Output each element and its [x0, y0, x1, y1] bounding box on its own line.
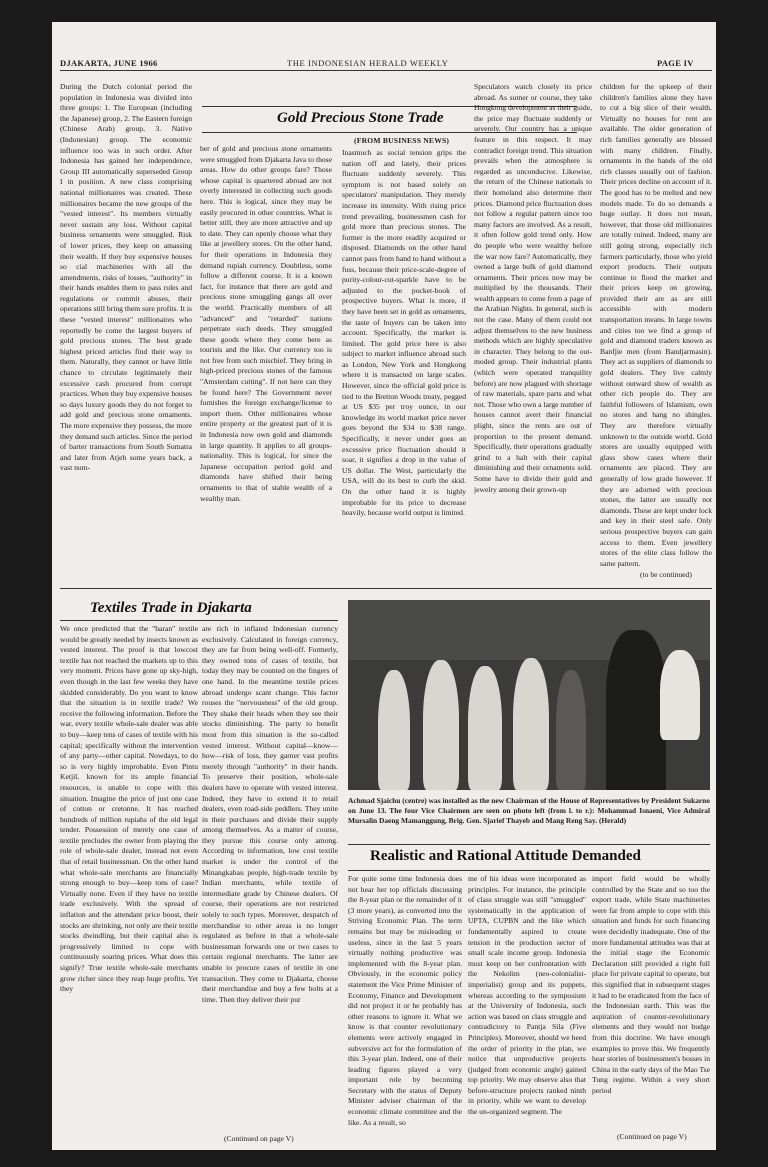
masthead-rule: [60, 70, 712, 71]
textiles-headline: Textiles Trade in Djakarta: [90, 600, 252, 616]
gold-continued-note: (to be continued): [640, 570, 692, 579]
realistic-column-1: For quite some time Indonesia does not hear her top officials discussing the 8-year plan or the remainder of it (3 more years), as converted into the Striving Economic Plan. The term remains but may be misleading or useless, since in the last 5 years virtually nothing productive was implemented with the 8-year plan. Obviously, in the economic policy statement the Vice Prime Minister of Economy, Finance and Development did not project it or he probably has other reasons to ignore it. What we know is that counter revolutionary elements were actively engaged in subversive act for the formulation of this 3-year plan. Indeed, one of their leading figures played a very important role by becoming Secretary with the status of Deputy Minister adviser chairman of the economic climate committee and the like. As a result, so: [348, 874, 462, 1127]
realistic-headline-rule: [348, 870, 710, 871]
gold-article-column-1: During the Dutch colonial period the population in Indonesia was divided into three groups: 1. The European (including the Japanese) group, 2. The Eastern foreign (Chinese Arab) group, 3. Native (Indonesian) group. The economic influence too was in such order. After Indonesia has gained her independence, Group III automatically superseded Group I in position. A new class comprising national millionaires was created. These millionaires became the new groups of the "vested interest". Its members virtually never sustain any loss. Without capital business ornaments were smuggled. Risk of lower prices, they keep on amassing their wealth. If they buy expensive houses so cial machineries with all the amendments, risks of losses, "authority" in their hands enables them to pass rules and regulations or commit abuses, their operations still bring them sure profits. It is these "vested interest" millionaires who reportedly be come the largest buyers of gold precious stones. The best grade highest priced articles find their way to them. Naturally, they cannot or have little chance to circulate legitimately their excessive cash procured from corrupt practices. When they buy expensive houses so days luxury goods they do not forget to add gold and precious stone ornaments. The more expensive they possess, the more they demand such articles. Since the period of barter transactions from South Sumatra and later from Atjeh some years back, a vast num-: [60, 82, 192, 473]
realistic-continued-note: (Continued on page V): [617, 1132, 687, 1141]
gold-article-column-3: Inasmuch as social tension grips the nation off and lately, their prices fluctuate suddenly severely. This symptom is not based solely on speculators' manipulation. They merely increase its intensity. With rising price trend prevailing, businessmen cash for gold more than precious stones. The former is the more readily acquired or disposed. Diamonds on the other hand cannot pass from hand to hand without a fuss, because their price-scale-degree of purity-colour-cut-sparkle have to be adjusted to the pocket-book of prospective buyers. What is more, if they have been set in gold as ornaments, the taste of buyers can be taken into account. Specifically, the market is limited. The gold price here is also subject to market influence abroad such as London, New York and Hongkong where it is transacted on large scales. However, since the official gold price is tied to the Bretton Woods treaty, pegged at US $35 per troy ounce, in our knowledge its world market price never goes beyond the $34 to $38 range. Specifically, it never under goes an excessive price fluctuation should it soar, it signifies a drop in the value of US dollar. The West, particularly the USA, will do its best to curb the skid. On the other hand it is highly improbable for its price to decrease heavily, because world output is limited.: [342, 148, 466, 518]
realistic-headline: Realistic and Rational Attitude Demanded: [370, 848, 641, 864]
page-number: PAGE IV: [657, 58, 694, 68]
news-photo: [348, 600, 710, 790]
masthead-date: DJAKARTA, JUNE 1966: [60, 58, 158, 68]
realistic-column-3: import field would be wholly controlled by the State and so too the export trade, while State machineries were far from ample to cope with this situation and funds for such financing were decidedly inadequate. One of the more fundamental attitudes was that at the initial stage the Economic Declaration still provided a right full place for private capital to operate, but this signified that in subsequent stages it had to be eradicated from the face of the Indonesian earth. This was the aspiration of counter-revolutionary elements and they would not budge from this doctrine. We have enough examples to prove this. We frequently hear stories of businessmen's bosses in China in the early days of the Mao Tse Tung regime. Within a very short period: [592, 874, 710, 1095]
photo-figure: [606, 630, 666, 790]
newspaper-page: [52, 22, 716, 1150]
textiles-headline-rule: [60, 620, 338, 621]
textiles-continued-note: (Continued on page V): [224, 1134, 294, 1143]
gold-article-column-4: Speculators watch closely its price abroad. As sumer or course, they take Hongkong development as their guide, the price may fluctuate suddenly or severely. Our country has a unique feature in this respect. It may contradict foreign trend. This situation prevails when the atmosphere is regarded as unconducive. Likewise, the return of the Chinese nationals to their homeland also determine their prices. Diamond price fluctuation does not follow a regular pattern since too many factors are involved. As a result, it often follow gold trend only. How do people who were wealthy before the war now fare? Automatically, they owned a large bulk of gold diamond ornaments. Their prices now may be multiplied by the thousands. Their wealth appears to come from a page of the Arabian Nights. In general, such is not the case. Many of them could not adjust themselves to the new business methods which are highly speculative in character. They belong to the out-moded group. Their industrial plants (which were operated tranquility before) are now plagued with shortage of raw materials, spare parts and what not. Those who own a large number of houses cannot avert their financial plight, since the rents are out of proportion to the present demand. Specifically, their operations gradually grind to a halt with their capital diminishing and their ornaments sold. Some have to divide their gold and jewelry among their grown-up: [474, 82, 592, 494]
realistic-column-2: me of his ideas were incorporated as principles. For instance, the principle of class struggle was still "smuggled" systematically in the application of UPTA, CUPBN and the like which fundamentally aspired to create tension in the production sector of small scale income group. Indonesia must keep on her confrontation with the Nekolim (neo-colonialist-imperialist) group and its puppets, whereas according to the symposium at the University of Indonesia, such action was based on class struggle and contradictory to Pantja Sila (Five Principles). Moreover, should we heed the order of priority in the plan, we notice that unproductive projects (judged from economic angle) gained top priority. We may observe also that before-structure projects ranked ninth in priority, while we want to develop the un-organized segment. The: [468, 874, 586, 1117]
gold-article-column-5: children for the upkeep of their children's families alone they have to cut a big slice of their wealth. Virtually no houses for rent are available. The older generation of rich families generally are blessed with many children. Finally, ornaments in the hands of the old rich classes usually out of fashion. Their prices decline on account of it. The good has to be melted and new models made. To do so demands a huge outlay. It does not mean, however, that those old millionaires are totally ruined. Indeed, many are still going strong, especially rich farmers particularly, those who yield export products. Their outputs continue to flood the market and their prices keep on growing, provided their are as are still accessible with modern transportation means. In large towns and cities too we find a group of gold and diamond traders known as Banfjie men (from Bandjarmasin). They act as suppliers of diamonds to gold dealers. They live calmly without outward show of wealth as other rich people do. They are faithful followers of Islamism, own no stores and hang no shingles. They are therefore virtually unknown to the outside world. Gold stores are usually equipped with glass show cases where their ornaments are placed. They are generally of low grade however. If they are adorned with precious stones, the latter are usually not diamonds. These are kept under lock and key in their steel safe. Only serious prospective buyers can gain access to them. Even jewellery stores of the elite class follow the same pattern.: [600, 82, 712, 568]
caption-rule: [348, 844, 710, 845]
photo-figure: [513, 658, 549, 790]
photo-figure: [556, 670, 586, 790]
photo-figure: [378, 670, 410, 790]
gold-byline: (FROM BUSINESS NEWS): [354, 136, 450, 145]
textiles-column-2: are rich in inflated Indonesian currency exclusively. Calculated in foreign currency, they are far from being well-off. Formerly, they owned tons of cases of textile, but today they may be counted on the fingers of one hand. In the meantime textile prices abroad undergo scant change. This factor rouses the "nervousness" of the old group. They shake their heads when they see their stocks diminishing. The party to benefit most from this situation is the so-called vested interest. Without capital—know—how—risk of loss, they garner vast profits merely through "authority" in their hands. To preserve their position, whole-sale dealers have to operate with vested interest. Indeed, they have to extend it to retail dealers, even road-side peddlers. They unite in their purchases and divide their supply among themselves. As a matter of course, they pursue this course only among. According to information, low cost textile market is under the control of the Minangkabau people, high-trade textile by Indian merchants, while textile of intermediate grade by Chinese dealers. Of course, their operations are not restricted solely to such types. Moreover, despatch of merchandise to other areas is no longer regulated as before in that a whole-sale businessman forwards one or two cases to certain regional merchants. The latter are unable to procure cases of textile in one transaction. They come to Djakarta, choose their merchandise and buy a few bolts at a time. Then they deliver their pur: [202, 624, 338, 1004]
photo-figure: [423, 660, 459, 790]
photo-caption: Achmad Sjaichu (centre) was installed as the new Chairman of the House of Representatives by President Sukarno on June 13. The four Vice Chairmen are seen on photo left (from l. to r.): Mohammad Isnaeni, Vice Admiral Mursalin Daeng Mamanggung, Brig. Gen. Sjarief Thayeb and Mang Reng Say. (Herald): [348, 796, 710, 826]
gold-headline: Gold Precious Stone Trade: [277, 110, 444, 126]
textiles-column-1: We once predicted that the "baran" textile would be greatly needed by insects known as vested interest. The proof is that lowcost textile has not reached the markets up to this very moment. Prices have gone up sky-high, even though in the last few weeks they have skidded considerably. Do you want to know that the situation is in textile trade? We receive the following information. Before the war, every textile whole-sale dealer was able to buy—keep tens of cases of textile with his capital; specifically without the intervention of any party—other capital. Nowdays, to do so is very highly improbable. Even Pintu Ketjil, known for its ample financial resources, is unable to cope with this situation. Imagine the price of just one case of cotton or cretonne. It has reached hundreds of million rupiahs of the old legal tender. Possession of merely one case of textile precludes the owner from playing the role of whole-sale dealer, instead not even that of retail businessman. On the other hand what whole-sale merchants are financially strong enough to buy—keep tons of case? Virtually none. Even if they have no textile trade exclusively. With the spread of inflation and the attendant price boost, their stocks are shrinking, not only are their textile stocks dwindling, but their capital also is progressively limited to cope with continuously soaring prices. What does this signify? True textile whole-sale merchants grow richer since they reap huge profits. Yet they: [60, 624, 198, 994]
photo-figure: [468, 666, 502, 790]
photo-document: [660, 650, 700, 740]
masthead-title: THE INDONESIAN HERALD WEEKLY: [287, 58, 449, 68]
gold-article-column-2: ber of gold and precious stone ornaments were smuggled from Djakarta Java to those areas. How do other groups fare? Those whose capital is quartered abroad are not overly interested in collecting such goods here. This is logical, since they may be easily procured in other countries. What is better still, they are more attractive and up to date. They can openly choose what they like at jewellery stores. On the other hand, for their operations in Indonesia they demand rupiah currency. Doubtless, some follow a different course. It is a known fact, for instance that there are gold and precious stone smuggling gangs all over the world. Practically members of all "advanced" and "retarded" nations perpetrate such deeds. They smuggled these goods where they come here as tourists and the like. Our currency too is not free from such mischief. They bring in high-priced precious stones of the famous "Amsterdam cutting". If not here can they be found here? The Government never furnishes the foreign exchange/license to import them. Other millionaires whose entire property or the greatest part of it is in Indonesia now own gold and diamonds in large quantity. It applies to all groups-nationality. This is logical, for since the Japanese occupation period gold and diamonds have shifted their being ornaments to that of stable wealth of a wealthy man.: [200, 144, 332, 503]
section-divider: [60, 588, 712, 589]
